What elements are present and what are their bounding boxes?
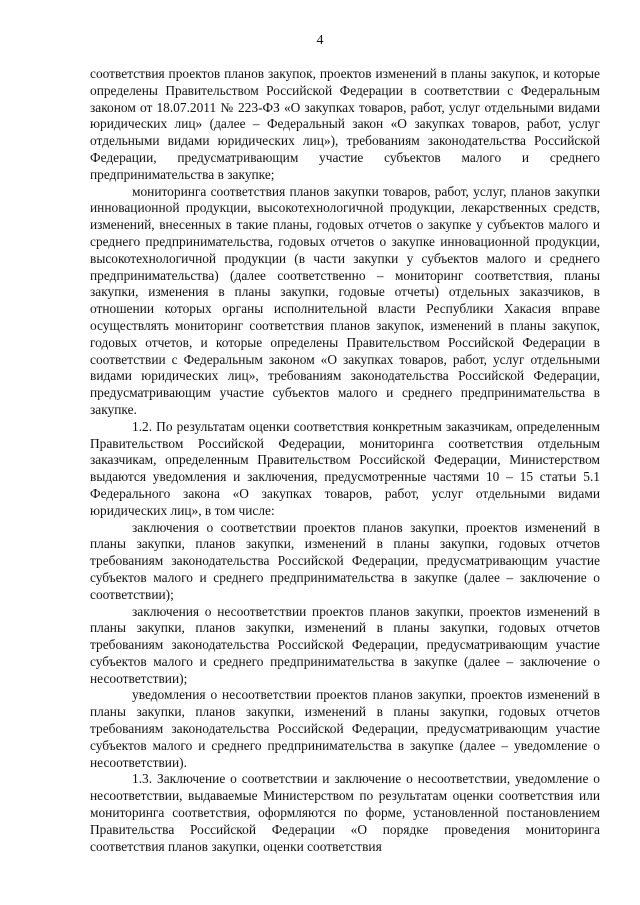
paragraph-clause-1-2: 1.2. По результатам оценки соответствия конкретным заказчикам, определенным Правительством Российской Федерации, мониторинга соответствия отдельным заказчикам, определенным Правительством Российской Федерации, Министерством выдаются уведомления и заключения, предусмотренные частями 10 – 15 статьи 5.1 Федерального закона «О закупках товаров, работ, услуг отдельными видами юридических лиц», в том числе: (90, 418, 600, 518)
paragraph-continuation: соответствия проектов планов закупок, проектов изменений в планы закупок, и которые определены Правительством Российской Федерации в соответствии с Федеральным законом от 18.07.2011 № 223-ФЗ «О закупках товаров, работ, услуг отдельными видами юридических лиц» (далее – Федеральный закон «О закупках товаров, работ, услуг отдельными видами юридических лиц»), требованиям законодательства Российской Федерации, предусматривающим участие субъектов малого и среднего предпринимательства в закупке; (90, 66, 600, 182)
paragraph-conformity-conclusion: заключения о соответствии проектов планов закупки, проектов изменений в планы закупки, планов закупки, изменений в планы закупки, годовых отчетов требованиям законодательства Российской Федерации, предусматривающим участие субъектов малого и среднего предпринимательства в закупке (далее – заключение о соответствии); (90, 519, 600, 602)
document-body (90, 66, 600, 855)
paragraph-nonconformity-conclusion: заключения о несоответствии проектов планов закупки, проектов изменений в планы закупки, планов закупки, изменений в планы закупки, годовых отчетов требованиям законодательства Российской Федерации, предусматривающим участие субъектов малого и среднего предпринимательства в закупке (далее – заключение о несоответствии); (90, 603, 600, 686)
page-number: 4 (316, 33, 324, 48)
paragraph-nonconformity-notice: уведомления о несоответствии проектов планов закупки, проектов изменений в планы закупки, планов закупки, изменений в планы закупки, годовых отчетов требованиям законодательства Российской Федерации, предусматривающим участие субъектов малого и среднего предпринимательства в закупке (далее – уведомление о несоответствии). (90, 687, 600, 770)
paragraph-clause-1-3: 1.3. Заключение о соответствии и заключение о несоответствии, уведомление о несоответствии, выдаваемые Министерством по результатам оценки соответствия или мониторинга соответствия, оформляются по форме, установленной постановлением Правительства Российской Федерации «О порядке проведения мониторинга соответствия планов закупки, оценки соответствия (90, 771, 600, 854)
paragraph-monitoring: мониторинга соответствия планов закупки товаров, работ, услуг, планов закупки инновационной продукции, высокотехнологичной продукции, лекарственных средств, изменений, внесенных в такие планы, годовых отчетов о закупке у субъектов малого и среднего предпринимательства, годовых отчетов о закупке инновационной продукции, высокотехнологичной продукции (в части закупки у субъектов малого и среднего предпринимательства) (далее соответственно – мониторинг соответствия, планы закупки, изменения в планы закупки, годовые отчеты) отдельных заказчиков, в отношении которых органы исполнительной власти Республики Хакасия вправе осуществлять мониторинг соответствия планов закупок, изменений в планы закупок, годовых отчетов, и которые определены Правительством Российской Федерации в соответствии с Федеральным законом «О закупках товаров, работ, услуг отдельными видами юридических лиц», требованиям законодательства Российской Федерации, предусматривающим участие субъектов малого и среднего предпринимательства в закупке. (90, 183, 600, 417)
